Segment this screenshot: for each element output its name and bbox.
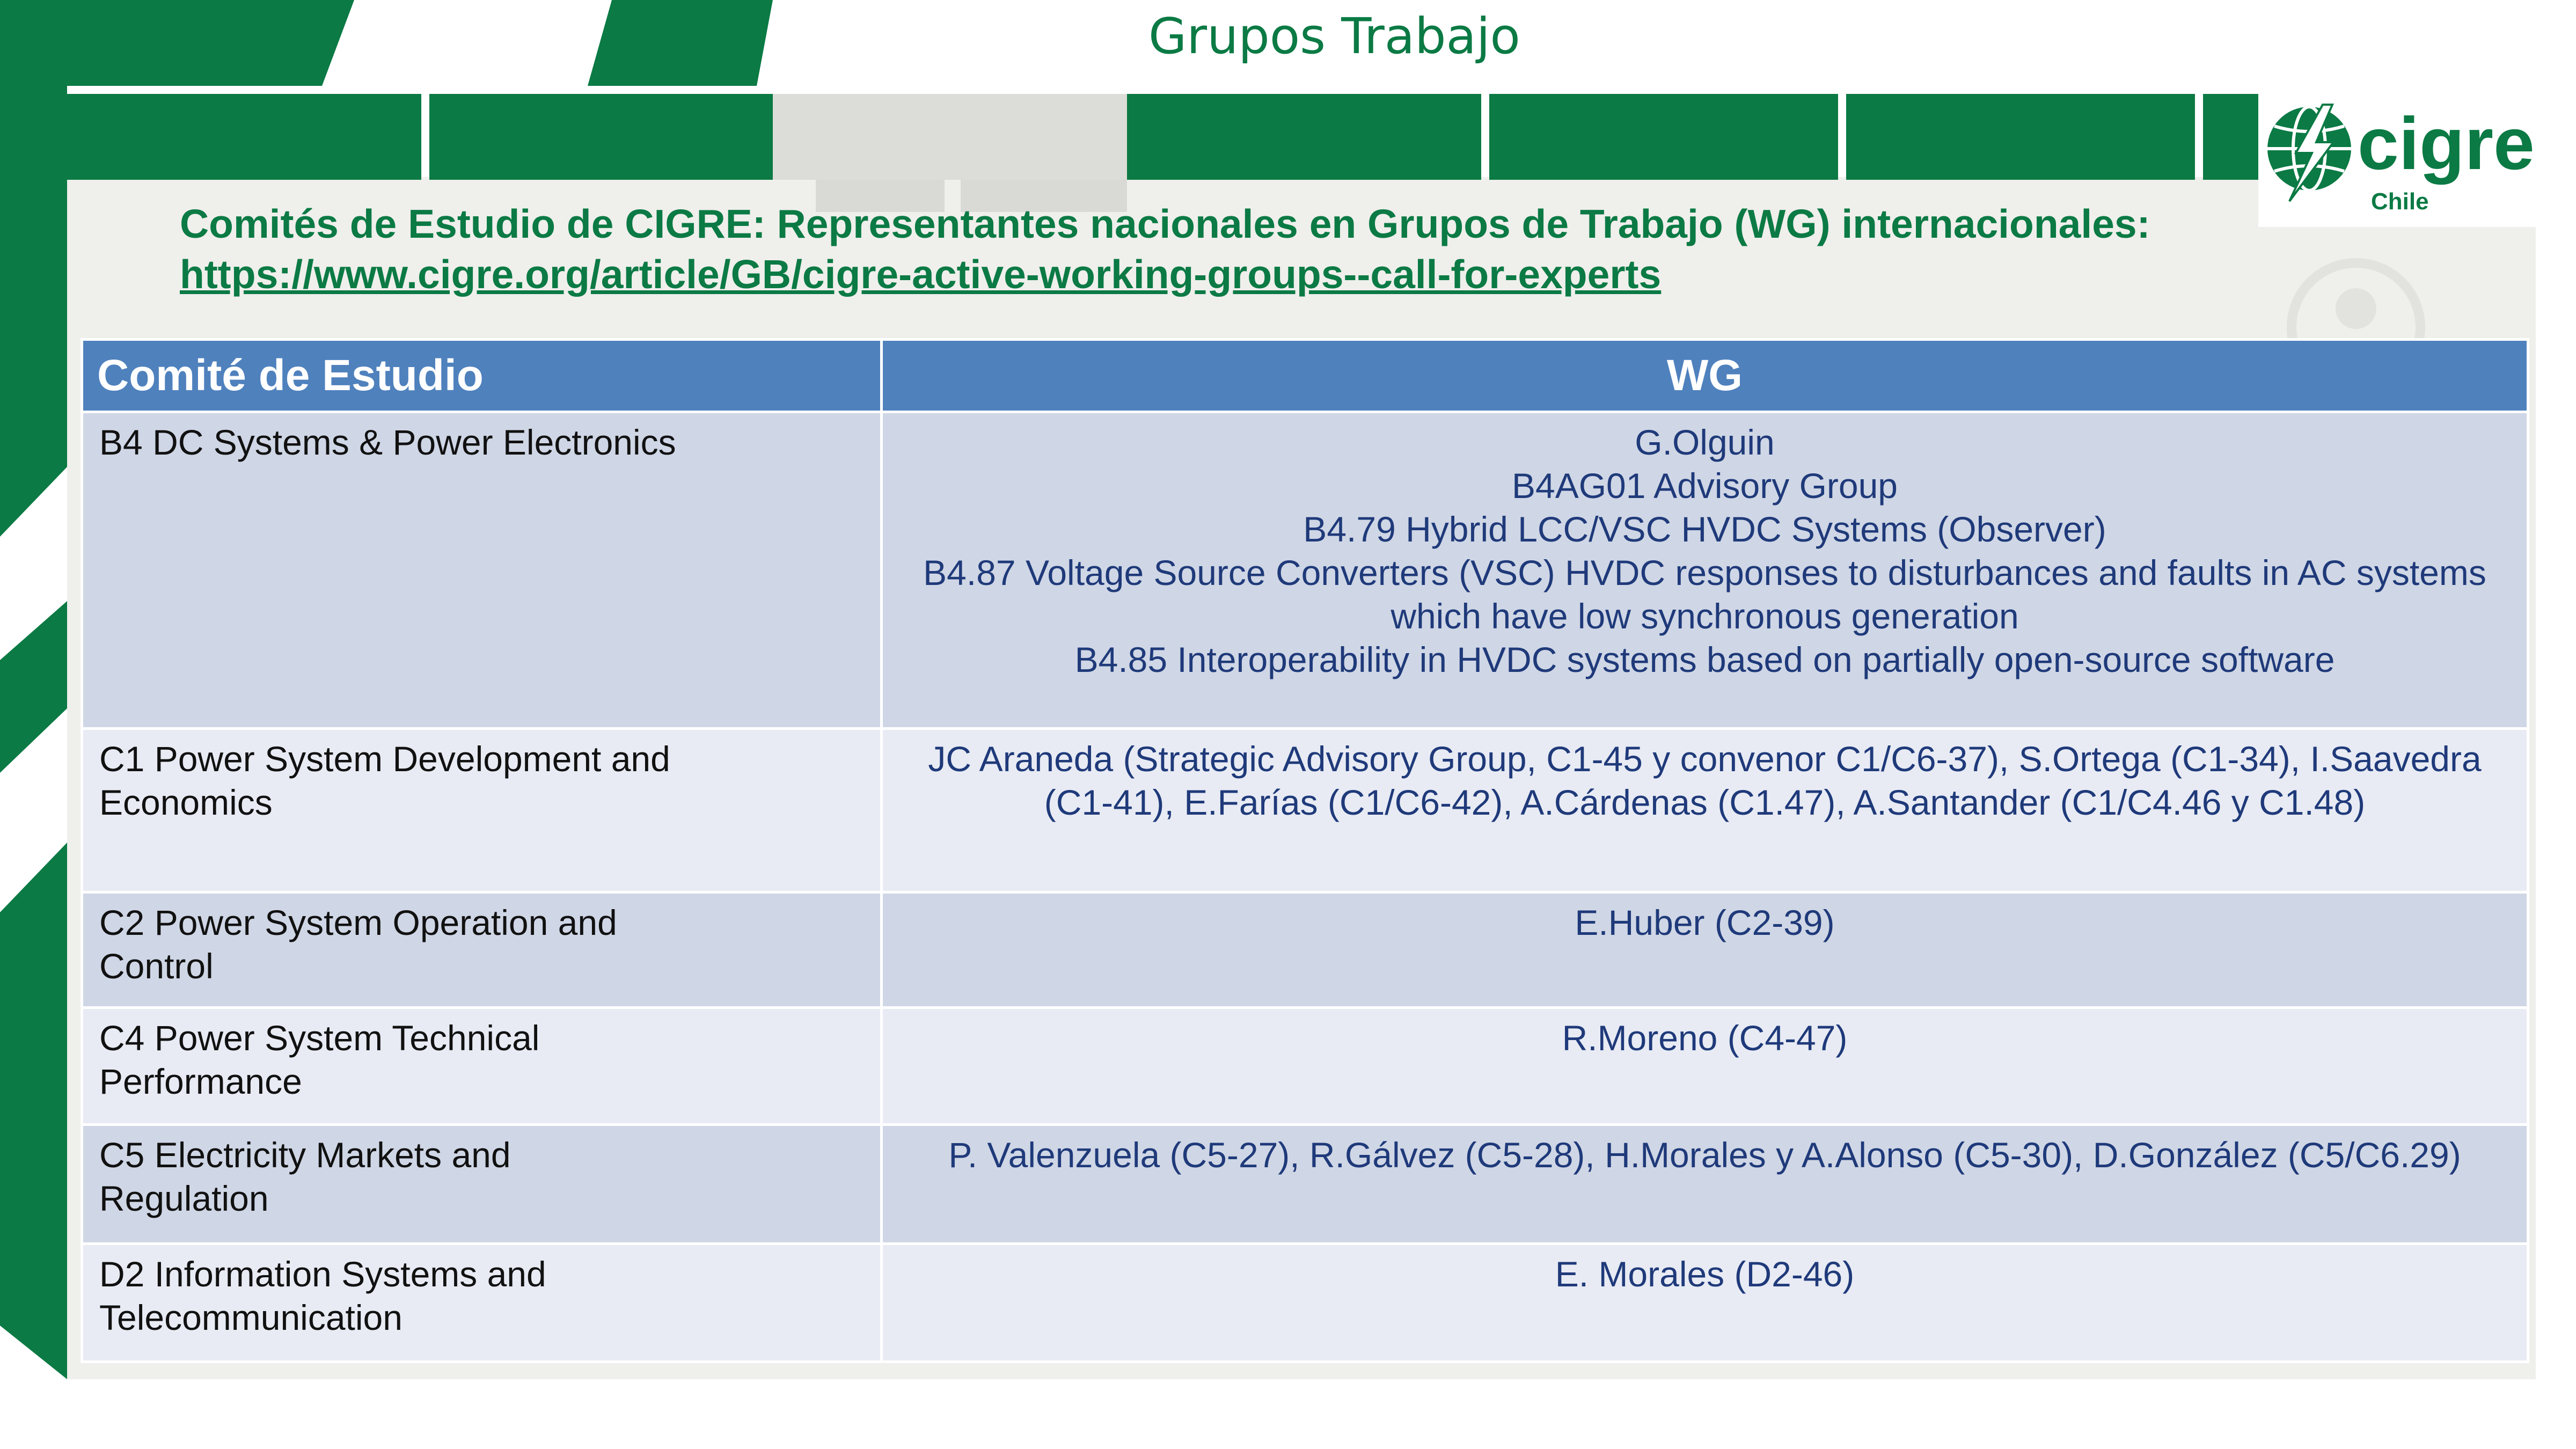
- committee-cell: C4 Power System Technical Performance: [82, 1008, 882, 1125]
- header-wg: WG: [882, 340, 2528, 412]
- table-row: [82, 892, 2528, 1008]
- header-committee: Comité de Estudio: [82, 340, 882, 412]
- table-row: [82, 1244, 2528, 1362]
- wg-cell: JC Araneda (Strategic Advisory Group, C1-45 y convenor C1/C6-37), S.Ortega (C1-34), I.Saavedra (C1-41), E.Farías (C1/C6-42), A.Cárdenas (C1.47), A.Santander (C1/C4.46 y C1.48): [882, 729, 2528, 892]
- committee-cell: D2 Information Systems and Telecommunication: [82, 1244, 882, 1362]
- table-row: [82, 412, 2528, 729]
- intro-heading: Comités de Estudio de CIGRE: Representantes nacionales en Grupos de Trabajo (WG) internacionales:: [180, 201, 2150, 246]
- working-groups-table: [80, 338, 2529, 1363]
- svg-text:cigre: cigre: [2358, 103, 2535, 185]
- svg-text:Chile: Chile: [2371, 188, 2429, 215]
- wg-cell: E. Morales (D2-46): [882, 1244, 2528, 1362]
- committee-cell: C1 Power System Development and Economics: [82, 729, 882, 892]
- wg-cell: R.Moreno (C4-47): [882, 1008, 2528, 1125]
- call-for-experts-link[interactable]: https://www.cigre.org/article/GB/cigre-active-working-groups--call-for-experts: [180, 252, 1662, 297]
- table-header-row: [82, 340, 2528, 412]
- table-row: [82, 729, 2528, 892]
- committee-cell: B4 DC Systems & Power Electronics: [82, 412, 882, 729]
- wg-cell: E.Huber (C2-39): [882, 892, 2528, 1008]
- page-title: Grupos Trabajo: [1148, 8, 1520, 65]
- wg-cell: G.Olguin B4AG01 Advisory Group B4.79 Hybrid LCC/VSC HVDC Systems (Observer) B4.87 Voltage Source Converters (VSC) HVDC responses to disturbances and faults in AC systems which have low synchronous generation B4.85 Interoperability in HVDC systems based on partially open-source software: [882, 412, 2528, 729]
- cigre-logo: [2258, 89, 2537, 227]
- committee-cell: C2 Power System Operation and Control: [82, 892, 882, 1008]
- committee-cell: C5 Electricity Markets and Regulation: [82, 1125, 882, 1244]
- table-row: [82, 1008, 2528, 1125]
- table-row: [82, 1125, 2528, 1244]
- wg-cell: P. Valenzuela (C5-27), R.Gálvez (C5-28), H.Morales y A.Alonso (C5-30), D.González (C5/C6.29): [882, 1125, 2528, 1244]
- intro-block: [180, 199, 2251, 299]
